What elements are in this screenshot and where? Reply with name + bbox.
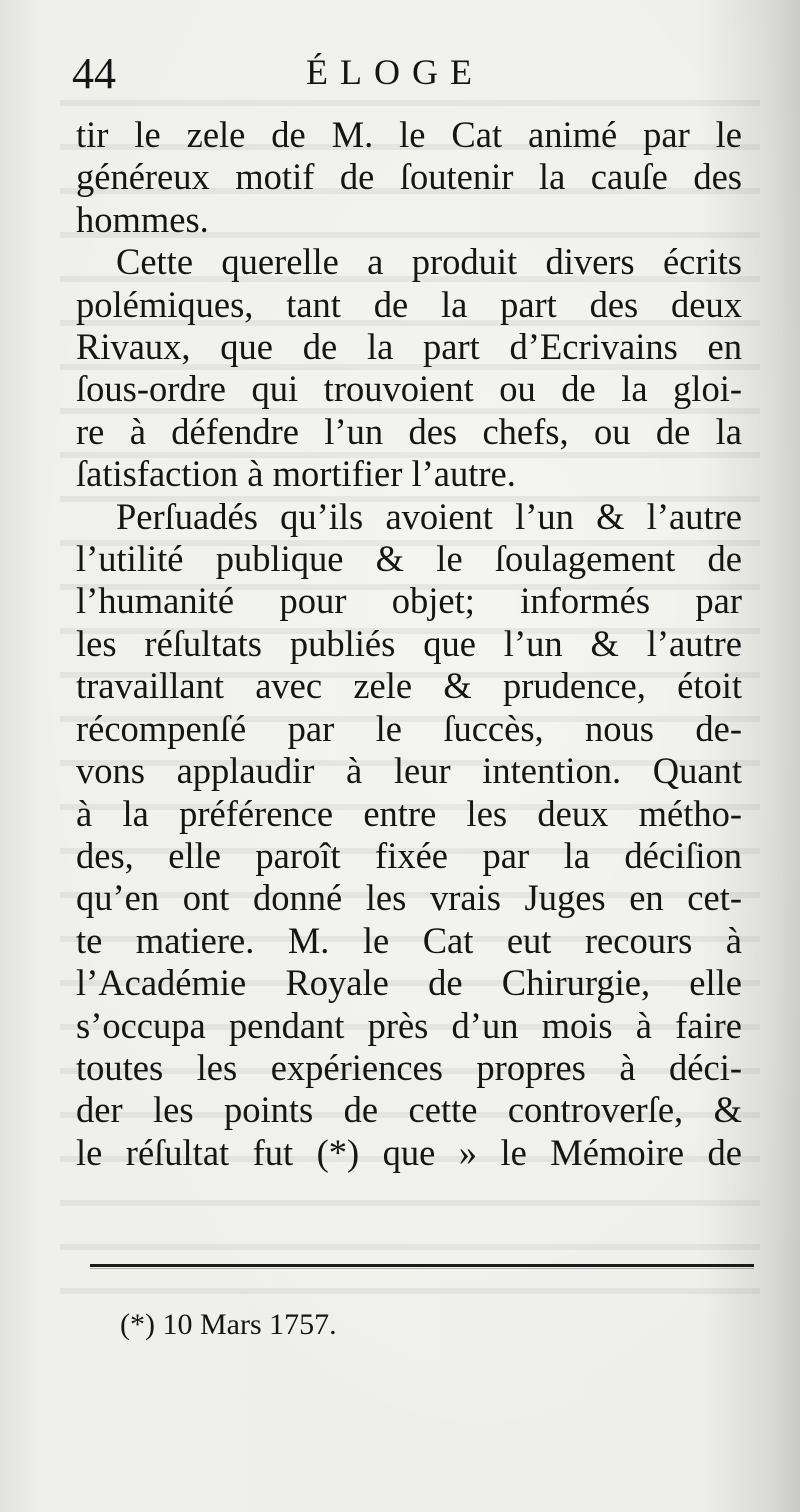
page-header bbox=[70, 40, 750, 100]
text-line: vons applaudir à leur intention. Quant bbox=[76, 750, 742, 792]
text-line: polémiques, tant de la part des deux bbox=[76, 283, 742, 325]
text-line: l’humanité pour objet; informés par bbox=[76, 580, 742, 622]
text-line: tir le zele de M. le Cat animé par le bbox=[76, 114, 742, 155]
text-line: généreux motif de ſoutenir la cauſe des bbox=[76, 156, 742, 198]
text-line: Perſuadés qu’ils avoient l’un & l’autre bbox=[116, 495, 742, 537]
text-line: l’Académie Royale de Chirurgie, elle bbox=[76, 962, 742, 1004]
text-line: à la préférence entre les deux métho- bbox=[76, 792, 742, 834]
text-line: der les points de cette controverſe, & bbox=[76, 1089, 742, 1131]
text-line: qu’en ont donné les vrais Juges en cet- bbox=[76, 877, 742, 919]
text-line: l’utilité publique & le ſoulagement de bbox=[76, 538, 742, 580]
text-line: Cette querelle a produit divers écrits bbox=[116, 241, 742, 283]
page-number: 44 bbox=[72, 49, 116, 98]
text-line: hommes. bbox=[76, 198, 209, 240]
text-line: les réſultats publiés que l’un & l’autre bbox=[76, 622, 742, 664]
footnote-rule bbox=[90, 1264, 754, 1267]
text-line: des, elle paroît fixée par la déciſion bbox=[76, 834, 742, 876]
text-line: Rivaux, que de la part d’Ecrivains en bbox=[76, 326, 742, 368]
body-text bbox=[76, 114, 742, 1174]
text-line: ſatisfaction à mortifier l’autre. bbox=[76, 453, 516, 495]
text-line: s’occupa pendant près d’un mois à faire bbox=[76, 1004, 742, 1046]
text-line: toutes les expériences propres à déci- bbox=[76, 1046, 742, 1088]
text-line: re à défendre l’un des chefs, ou de la bbox=[76, 410, 742, 452]
running-head: ÉLOGE bbox=[306, 52, 484, 92]
text-line: te matiere. M. le Cat eut recours à bbox=[76, 919, 742, 961]
text-line: travaillant avec zele & prudence, étoit bbox=[76, 665, 742, 707]
text-line: récompenſé par le ſuccès, nous de- bbox=[76, 707, 742, 749]
text-line: le réſultat fut (*) que » le Mémoire de bbox=[76, 1131, 742, 1173]
footnote: (*) 10 Mars 1757. bbox=[120, 1308, 337, 1341]
text-line: ſous-ordre qui trouvoient ou de la gloi- bbox=[76, 368, 742, 410]
